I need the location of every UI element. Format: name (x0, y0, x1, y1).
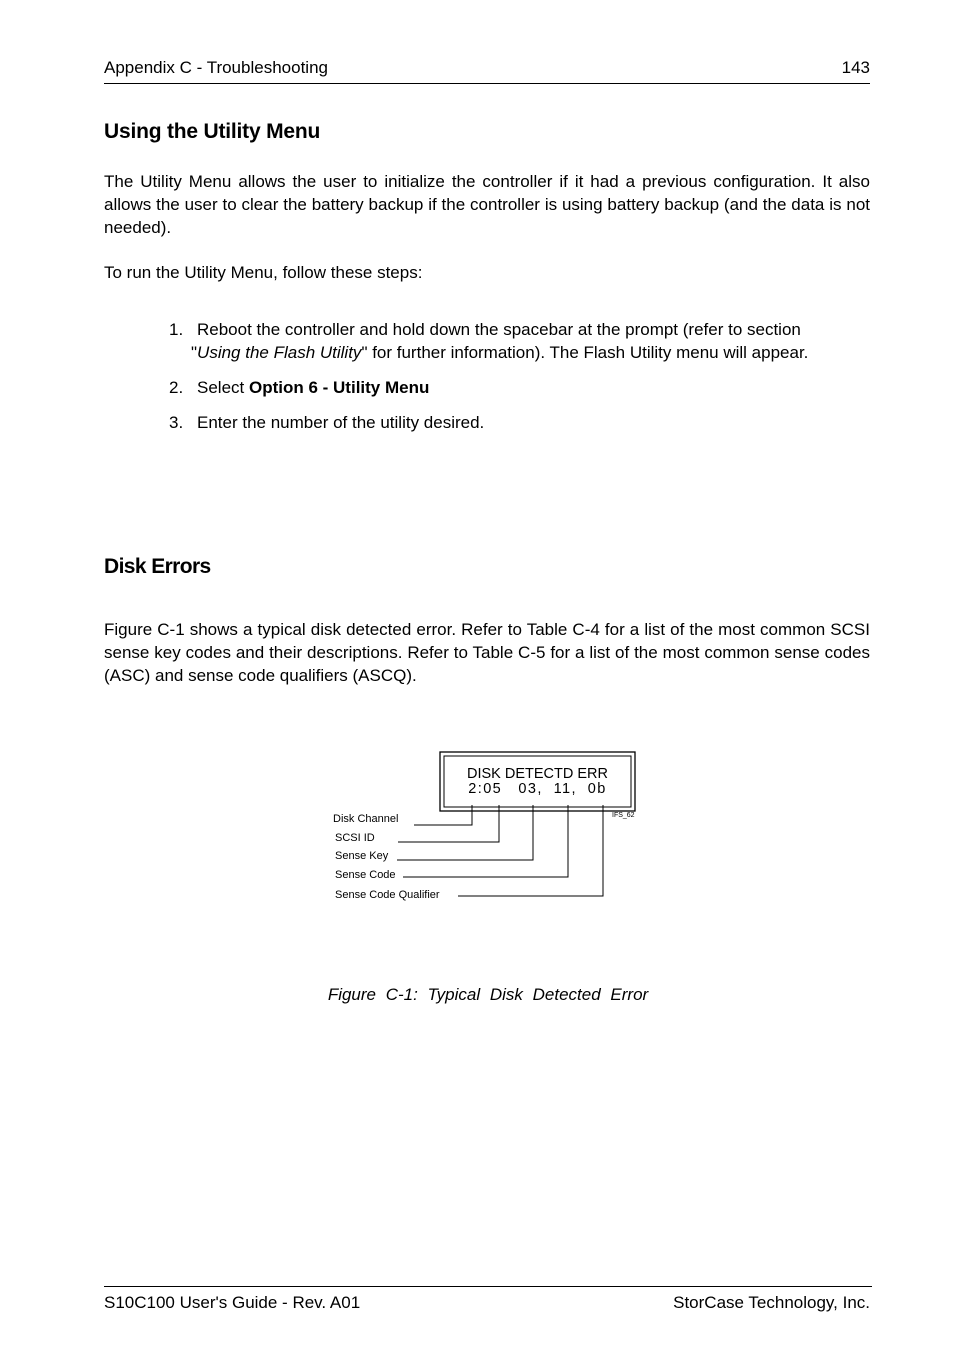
step-text: Select (197, 378, 249, 397)
callout-lines (397, 805, 603, 896)
option-label: Option 6 - Utility Menu (248, 378, 430, 397)
section-heading-disk-errors: Disk Errors (104, 555, 211, 578)
step-text: Reboot the controller and hold down the spacebar at the prompt (refer to section (197, 320, 801, 339)
step-number: 3. (169, 413, 184, 432)
callout-line-sense-key (397, 805, 533, 860)
header-section-title: Appendix C - Troubleshooting (104, 58, 328, 77)
display-line-1: DISK DETECTD ERR (467, 766, 608, 782)
footer-rule (104, 1286, 872, 1287)
step-number: 1. (169, 320, 184, 339)
label-sense-key: Sense Key (335, 850, 389, 862)
step-number: 2. (169, 378, 184, 397)
callout-line-sense-code (403, 805, 568, 877)
footer-company: StorCase Technology, Inc. (673, 1293, 870, 1312)
label-sense-code: Sense Code (335, 869, 396, 881)
step-text: Enter the number of the utility desired. (197, 413, 485, 432)
quote-open: " (191, 343, 198, 362)
label-scsi-id: SCSI ID (335, 832, 375, 844)
label-sense-code-qualifier: Sense Code Qualifier (335, 889, 440, 901)
label-disk-channel: Disk Channel (333, 813, 399, 825)
callout-line-disk-channel (414, 805, 472, 825)
display-line-2: 2:05 03, 11, 0b (468, 781, 607, 797)
utility-steps-intro: To run the Utility Menu, follow these steps: (104, 263, 423, 282)
disk-errors-paragraph: Figure C-1 shows a typical disk detected error. Refer to Table C-4 for a list of the most common SCSI sense key codes and their descriptions. Refer to Table C-5 for a list of the most common sense codes (ASC) and sense code qualifiers (ASCQ). (104, 620, 870, 685)
footer-document-title: S10C100 User's Guide - Rev. A01 (104, 1293, 361, 1312)
display-text (444, 767, 631, 797)
flash-utility-reference: Using the Flash Utility (197, 343, 362, 362)
step-text-suffix: " for further information). The Flash Utility menu will appear. (361, 343, 809, 362)
page-number: 143 (841, 58, 870, 77)
utility-intro-paragraph: The Utility Menu allows the user to initialize the controller if it had a previous configuration. It also allows the user to clear the battery backup if the controller is using battery backup (and the data is not needed). (104, 172, 870, 237)
section-heading-utility-menu: Using the Utility Menu (104, 120, 321, 143)
callout-line-sense-code-qualifier (458, 805, 603, 896)
figure-tag: IFS_62 (612, 812, 635, 819)
figure-caption: Figure C-1: Typical Disk Detected Error (327, 985, 649, 1004)
